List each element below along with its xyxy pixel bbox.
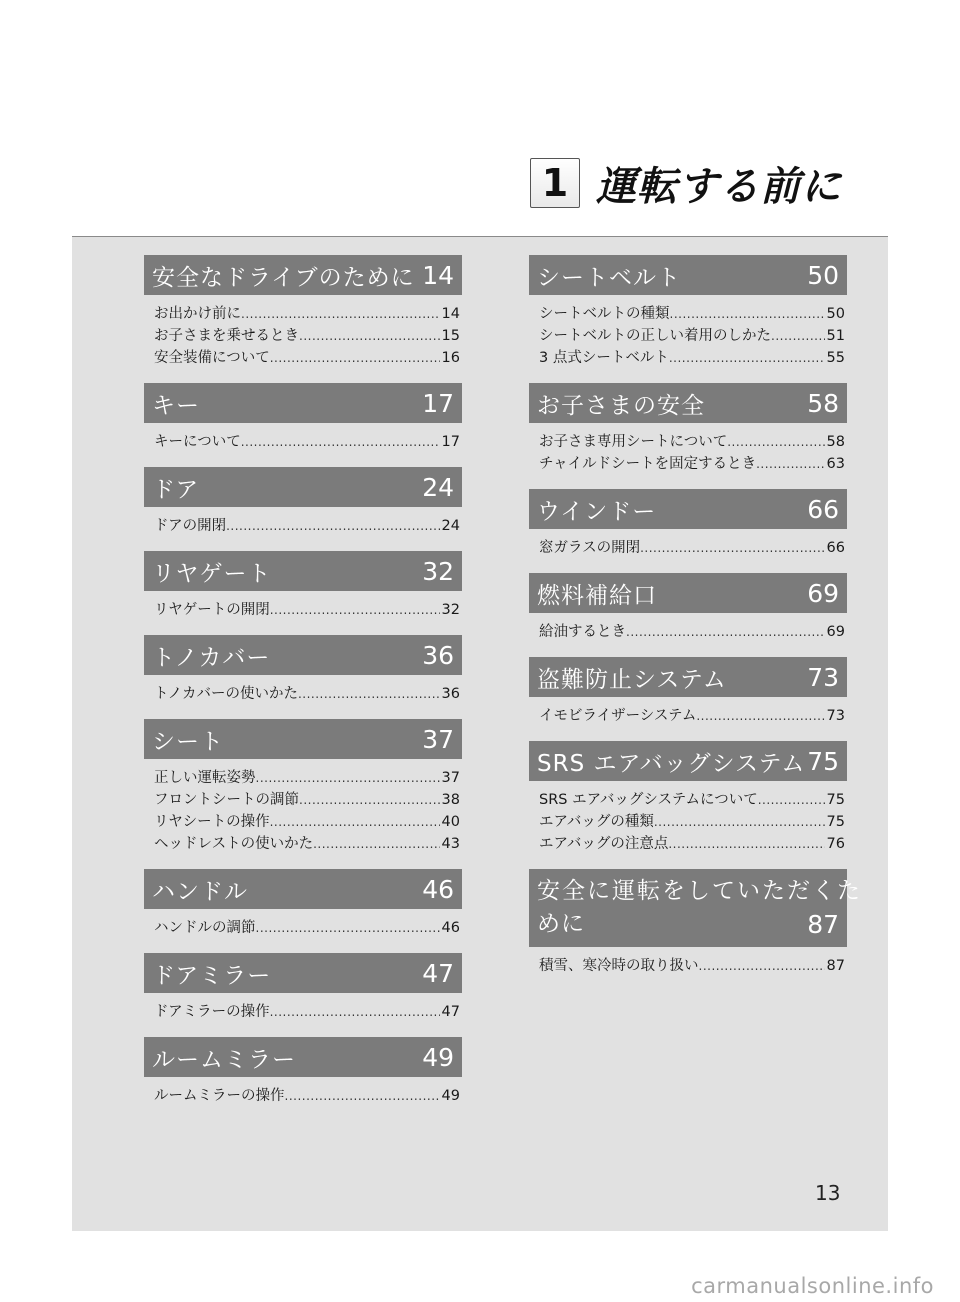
toc-entry[interactable] [539, 537, 845, 559]
section-title: 安全なドライブのために [152, 264, 415, 291]
section-page: 47 [422, 958, 454, 988]
entry-label: チャイルドシートを固定するとき [539, 456, 757, 472]
entry-page: 51 [826, 328, 845, 344]
leader-dots [696, 705, 824, 727]
entry-page: 47 [441, 1004, 460, 1020]
toc-entry[interactable] [539, 621, 845, 643]
entry-page: 37 [441, 770, 460, 786]
entry-label: エアバッグの注意点 [539, 836, 669, 852]
section-page: 24 [422, 472, 454, 502]
chapter-title: 運転する前に [596, 163, 842, 210]
toc-entry[interactable] [154, 325, 460, 347]
section-title: SRS エアバッグシステム [537, 750, 806, 777]
entry-page: 38 [441, 792, 460, 808]
toc-entry[interactable] [154, 811, 460, 833]
entry-page: 24 [441, 518, 460, 534]
toc-entry[interactable] [154, 789, 460, 811]
section-page: 58 [807, 388, 839, 418]
entry-label: フロントシートの調節 [154, 792, 299, 808]
toc-entry[interactable] [539, 347, 845, 369]
entry-label: ヘッドレストの使いかた [154, 836, 314, 852]
section-page: 87 [807, 910, 839, 939]
leader-dots [727, 431, 824, 453]
toc-entry[interactable] [154, 917, 460, 939]
section-page: 17 [422, 388, 454, 418]
toc-section [144, 383, 462, 453]
toc-section [529, 869, 862, 977]
leader-dots [270, 811, 440, 833]
toc-section [529, 489, 847, 559]
toc-section [144, 719, 462, 855]
toc-section [144, 869, 462, 939]
section-title: 燃料補給口 [537, 582, 657, 609]
leader-dots [285, 1085, 440, 1107]
leader-dots [299, 789, 440, 811]
leader-dots [299, 325, 440, 347]
entry-page: 63 [826, 456, 845, 472]
leader-dots [298, 683, 440, 705]
entry-label: トノカバーの使いかた [154, 686, 298, 702]
toc-section [144, 467, 462, 537]
section-header[interactable] [529, 573, 847, 613]
watermark: carmanualsonline.info [691, 1274, 934, 1298]
section-title: リヤゲート [152, 560, 272, 587]
section-title: シート [152, 728, 224, 755]
leader-dots [270, 347, 440, 369]
section-page: 46 [422, 874, 454, 904]
section-page: 66 [807, 494, 839, 524]
entry-label: ドアミラーの操作 [154, 1004, 270, 1020]
section-header[interactable] [144, 467, 462, 507]
toc-entry[interactable] [539, 789, 845, 811]
entry-label: シートベルトの種類 [539, 306, 670, 322]
toc-section [529, 657, 847, 727]
entry-label: リヤゲートの開閉 [154, 602, 270, 618]
section-header[interactable] [529, 383, 847, 423]
leader-dots [270, 599, 440, 621]
section-page: 49 [422, 1042, 454, 1072]
section-header[interactable] [144, 719, 462, 759]
leader-dots [699, 955, 825, 977]
leader-dots [668, 833, 824, 855]
toc-entry[interactable] [539, 705, 845, 727]
entry-page: 73 [826, 708, 845, 724]
toc-entry[interactable] [154, 767, 460, 789]
toc-entry[interactable] [539, 303, 845, 325]
section-page: 14 [422, 260, 454, 290]
chapter-heading [530, 158, 842, 208]
section-header[interactable] [144, 953, 462, 993]
toc-entry[interactable] [539, 325, 845, 347]
toc-section [529, 255, 847, 369]
entry-page: 14 [441, 306, 460, 322]
section-page: 50 [807, 260, 839, 290]
leader-dots [771, 325, 825, 347]
entry-label: お出かけ前に [154, 306, 241, 322]
section-header[interactable] [144, 635, 462, 675]
leader-dots [241, 303, 440, 325]
leader-dots [669, 347, 825, 369]
leader-dots [270, 1001, 440, 1023]
entry-label: SRS エアバッグシステムについて [539, 792, 758, 808]
leader-dots [226, 515, 439, 537]
leader-dots [758, 789, 825, 811]
entry-label: キーについて [154, 434, 241, 450]
leader-dots [256, 767, 440, 789]
toc-entry[interactable] [539, 453, 845, 475]
toc-section [144, 635, 462, 705]
entry-page: 55 [826, 350, 845, 366]
section-title: キー [152, 392, 200, 419]
entry-label: 安全装備について [154, 350, 270, 366]
entry-label: お子さまを乗せるとき [154, 328, 299, 344]
entry-label: 積雪、寒冷時の取り扱い [539, 958, 699, 974]
toc-entry[interactable] [154, 599, 460, 621]
toc-entry[interactable] [154, 431, 460, 453]
section-title: ウインドー [537, 498, 657, 525]
leader-dots [313, 833, 439, 855]
toc-entry[interactable] [154, 347, 460, 369]
section-title: トノカバー [152, 644, 271, 671]
entry-page: 87 [826, 958, 845, 974]
toc-entry[interactable] [539, 955, 845, 977]
entry-label: ハンドルの調節 [154, 920, 256, 936]
entry-page: 17 [441, 434, 460, 450]
entry-page: 43 [441, 836, 460, 852]
entry-page: 50 [826, 306, 845, 322]
entry-page: 75 [826, 792, 845, 808]
toc-column-left [144, 255, 462, 1121]
entry-label: 給油するとき [539, 624, 626, 640]
leader-dots [241, 431, 440, 453]
section-title: お子さまの安全 [537, 392, 705, 419]
entry-label: お子さま専用シートについて [539, 434, 728, 450]
entry-page: 15 [441, 328, 460, 344]
entry-page: 40 [441, 814, 460, 830]
section-header[interactable] [529, 869, 862, 947]
entry-page: 46 [441, 920, 460, 936]
chapter-number-box: 1 [530, 158, 580, 208]
section-page: 32 [422, 556, 454, 586]
entry-page: 58 [826, 434, 845, 450]
leader-dots [654, 811, 825, 833]
section-page: 69 [807, 578, 839, 608]
toc-column-right [529, 255, 862, 991]
section-header[interactable] [144, 255, 462, 295]
section-header[interactable] [144, 1037, 462, 1077]
page-number: 13 [815, 1181, 841, 1205]
section-header[interactable] [144, 869, 462, 909]
entry-page: 49 [441, 1088, 460, 1104]
toc-entry[interactable] [539, 811, 845, 833]
toc-section [144, 953, 462, 1023]
section-title: ルームミラー [152, 1046, 296, 1073]
entry-label: エアバッグの種類 [539, 814, 654, 830]
entry-label: 正しい運転姿勢 [154, 770, 256, 786]
entry-page: 76 [826, 836, 845, 852]
section-header[interactable] [529, 255, 847, 295]
entry-label: 窓ガラスの開閉 [539, 540, 641, 556]
section-header[interactable] [144, 383, 462, 423]
section-title: ドア [152, 476, 200, 503]
entry-page: 16 [441, 350, 460, 366]
toc-entry[interactable] [539, 431, 845, 453]
toc-entry[interactable] [539, 833, 845, 855]
section-header[interactable] [529, 657, 847, 697]
entry-page: 66 [826, 540, 845, 556]
toc-entry[interactable] [154, 515, 460, 537]
toc-entry[interactable] [154, 1085, 460, 1107]
toc-section [529, 573, 847, 643]
section-title: シートベルト [537, 264, 681, 291]
section-header[interactable] [529, 741, 847, 781]
toc-entry[interactable] [154, 1001, 460, 1023]
section-page: 75 [807, 746, 839, 776]
toc-entry[interactable] [154, 833, 460, 855]
toc-entry[interactable] [154, 683, 460, 705]
entry-page: 36 [441, 686, 460, 702]
toc-section [144, 551, 462, 621]
toc-section [144, 1037, 462, 1107]
entry-label: リヤシートの操作 [154, 814, 270, 830]
entry-page: 75 [826, 814, 845, 830]
toc-entry[interactable] [154, 303, 460, 325]
toc-section [529, 383, 847, 475]
leader-dots [256, 917, 440, 939]
toc-section [529, 741, 847, 855]
entry-label: 3 点式シートベルト [539, 350, 669, 366]
entry-page: 32 [441, 602, 460, 618]
section-page: 37 [422, 724, 454, 754]
entry-page: 69 [826, 624, 845, 640]
section-header[interactable] [529, 489, 847, 529]
entry-label: ルームミラーの操作 [154, 1088, 285, 1104]
entry-label: シートベルトの正しい着用のしかた [539, 328, 771, 344]
leader-dots [756, 453, 824, 475]
leader-dots [670, 303, 825, 325]
section-header[interactable] [144, 551, 462, 591]
section-title: 安全に運転をしていただくた [537, 878, 862, 904]
leader-dots [626, 621, 825, 643]
section-title-line2: めに [537, 911, 585, 937]
section-title: ハンドル [152, 878, 248, 905]
entry-label: イモビライザーシステム [539, 708, 697, 724]
toc-section [144, 255, 462, 369]
leader-dots [640, 537, 824, 559]
section-page: 36 [422, 640, 454, 670]
section-page: 73 [807, 662, 839, 692]
entry-label: ドアの開閉 [154, 518, 227, 534]
section-title: 盗難防止システム [537, 666, 727, 693]
section-title: ドアミラー [152, 962, 272, 989]
